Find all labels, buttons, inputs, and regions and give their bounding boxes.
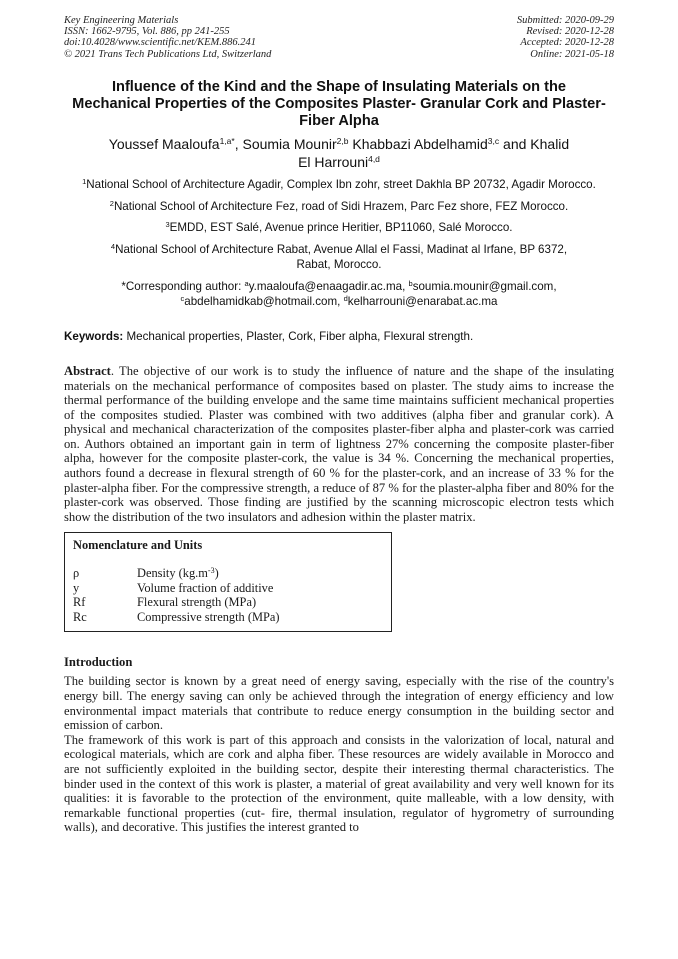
abstract-label: Abstract bbox=[64, 363, 111, 378]
section-heading-introduction: Introduction bbox=[64, 655, 133, 670]
paper-page bbox=[64, 15, 614, 835]
journal-info bbox=[64, 15, 271, 60]
author-name: Soumia Mounir bbox=[242, 136, 337, 153]
journal-header bbox=[64, 15, 614, 60]
affiliation: $^2$National School of Architecture Fez, road of Sidi Hrazem, Parc Fez shore, FEZ Morocco. bbox=[109, 198, 569, 213]
date-revised: Revised: 2020-12-28 bbox=[526, 26, 614, 38]
author-name: Khabbazi Abdelhamid bbox=[352, 136, 488, 153]
nomenclature-row: Rf Flexural strength (MPa) bbox=[73, 595, 257, 610]
journal-issn: ISSN: 1662-9795, Vol. 886, pp 241-255 bbox=[64, 26, 230, 38]
affiliation: $^4$National School of Architecture Rabat, Avenue Allal el Fassi, Madinat al Irfane, BP 6372, Rabat, Morocco. bbox=[110, 241, 568, 272]
nomenclature-row: Rc Compressive strength (MPa) bbox=[73, 609, 280, 624]
keywords bbox=[64, 330, 614, 343]
keywords-label: Keywords: bbox=[64, 329, 124, 343]
date-submitted: Submitted: 2020-09-29 bbox=[516, 15, 614, 26]
paper-title: Influence of the Kind and the Shape of Insulating Materials on the Mechanical Properties of the Composites Plaster- Granular Cork and Plaster- Fiber Alpha bbox=[72, 78, 606, 130]
abstract bbox=[64, 364, 614, 525]
email-link[interactable]: abdelhamidkab@hotmail.com bbox=[184, 295, 338, 309]
journal-name: Key Engineering Materials bbox=[64, 15, 179, 26]
email-link[interactable]: soumia.mounir@gmail.com bbox=[412, 279, 554, 293]
corresponding-author: *Corresponding author: $^a$y.maaloufa@enaagadir.ac.ma, $^b$soumia.mounir@gmail.com, $^c$abdelhamidkab@hotmail.com, $^d$kelharrouni@enarabat.ac.ma bbox=[121, 278, 557, 309]
author-name: Youssef Maaloufa bbox=[108, 136, 220, 153]
publication-dates bbox=[517, 15, 614, 60]
email-link[interactable]: y.maaloufa@enaagadir.ac.ma bbox=[248, 279, 403, 293]
author-sup: 2,b bbox=[336, 136, 349, 147]
affiliation: $^3$EMDD, EST Salé, Avenue prince Heritier, BP11060, Salé Morocco. bbox=[165, 220, 513, 235]
date-online: Online: 2021-05-18 bbox=[530, 48, 614, 60]
nomenclature-row: ρ Density $(kg.m^{-3})$ bbox=[73, 566, 219, 581]
affiliation: $^1$National School of Architecture Agadir, Complex Ibn zohr, street Dakhla BP 20732, Agadir Morocco. bbox=[82, 177, 596, 192]
author-sup: 1,a* bbox=[219, 136, 235, 147]
intro-paragraph: The building sector is known by a great need of energy saving, especially with the rise of the country's energy bill. The energy saving can only be achieved through the integration of energy efficiency and low environmental impact materials that contribute to reduce energy consumption in the building sector and emission of carbon. bbox=[64, 674, 614, 733]
date-accepted: Accepted: 2020-12-28 bbox=[520, 37, 614, 49]
intro-paragraph: The framework of this work is part of this approach and consists in the valorization of local, natural and ecological materials, which are cork and alpha fiber. These resources are widely available in Morocco and are not sufficiently exploited in the building sector, despite their interesting thermal characteristics. The binder used in the context of this work is plaster, a material of great availability and very well known for its qualities: it is favorable to the protection of the environment, quite malleable, with a low density, with remarkable functional properties (cut- fire, thermal insulation, regulator of hygrometry of surrounding walls), and decorative. This justifies the interest granted to bbox=[64, 732, 614, 835]
author-list: Youssef Maaloufa$^{1,a*}$, Soumia Mounir$^{2,b}$ Khabbazi Abdelhamid$^{3,c}$ and Khalid El Harrouni$^{4,d}$ bbox=[108, 136, 570, 171]
journal-doi: doi:10.4028/www.scientific.net/KEM.886.241 bbox=[64, 37, 256, 49]
author-sup: 4,d bbox=[368, 154, 380, 165]
keywords-text: Mechanical properties, Plaster, Cork, Fiber alpha, Flexural strength. bbox=[123, 329, 474, 343]
journal-copyright: © 2021 Trans Tech Publications Ltd, Switzerland bbox=[64, 48, 272, 60]
nomenclature-box bbox=[64, 532, 392, 632]
nomenclature-title: Nomenclature and Units bbox=[73, 538, 203, 553]
author-sup: 3,c bbox=[487, 136, 500, 147]
author-name: Khalid El Harrouni bbox=[298, 136, 570, 171]
email-link[interactable]: kelharrouni@enarabat.ac.ma bbox=[347, 295, 498, 309]
abstract-text: . The objective of our work is to study the influence of nature and the shape of the insulating materials on the mechanical performance of composites based on plaster. The study aims to increase the thermal performance of the building envelope and the same time maintains sufficient mechanical properties of the composites studied. Plaster was combined with two additives (alpha fiber and granular cork). A physical and mechanical characterization of the composites plaster-fiber alpha and plaster-cork was carried on. Authors obtained an important gain in term of lightness 27% concerning the composite plaster-fiber alpha, however for the composite plaster-cork, the value is 34 %. Concerning the mechanical properties, authors found a decrease in flexural strength of 60 % for the plaster-cork, and an increase of 33 % for the plaster-alpha fiber. For the compressive strength, a reduce of 87 % for the plaster-alpha fiber and 80% for the plaster-cork was observed. Those finding are justified by the scanning microscopic electron tests which show the distribution of the two insulators and adhesion within the plaster matrix. bbox=[64, 363, 614, 524]
nomenclature-row: y Volume fraction of additive bbox=[73, 580, 274, 595]
